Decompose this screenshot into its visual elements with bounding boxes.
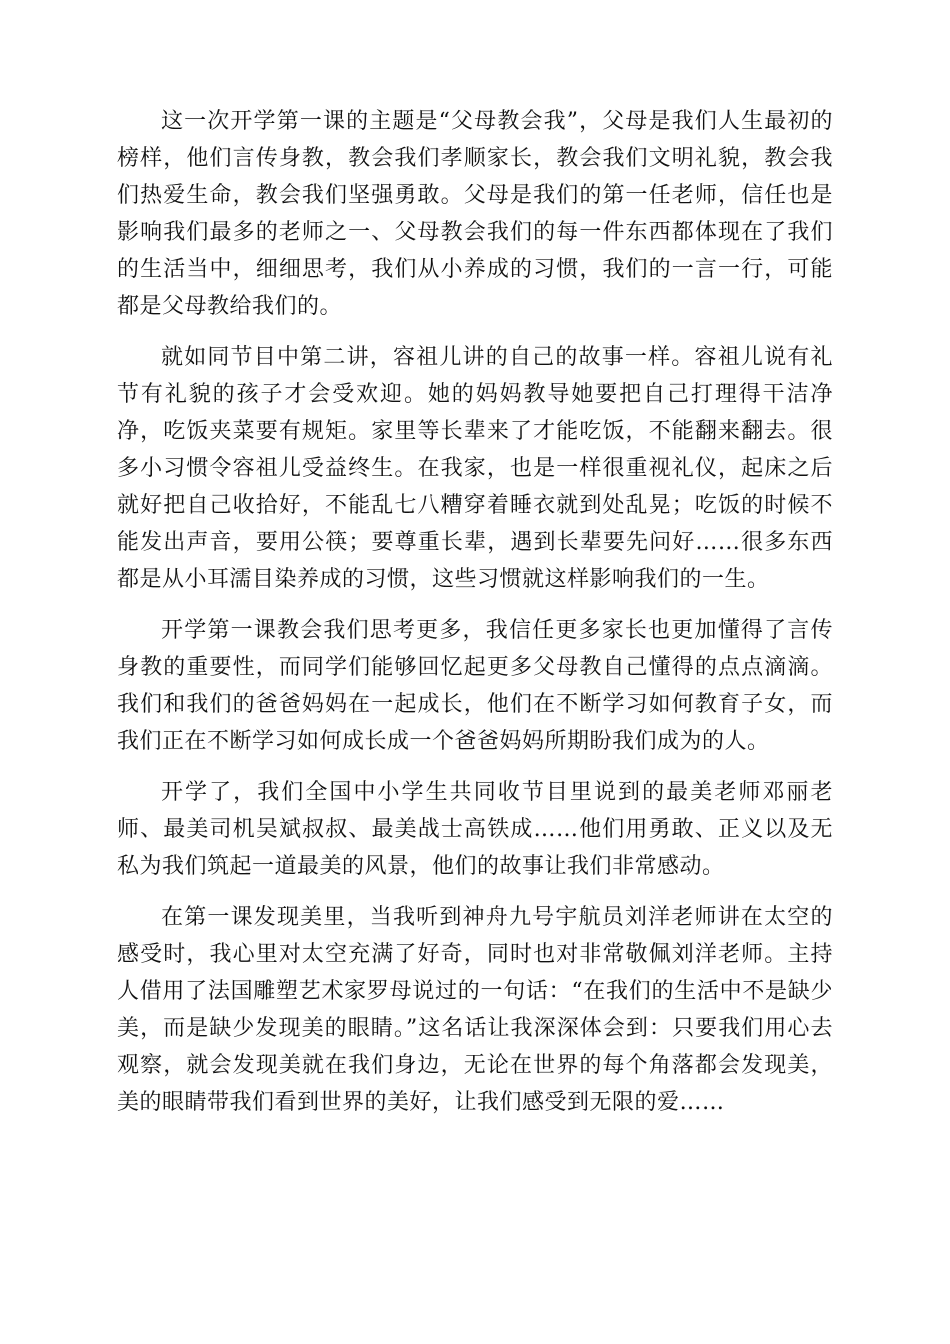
paragraph-2: 就如同节目中第二讲，容祖儿讲的自己的故事一样。容祖儿说有礼节有礼貌的孩子才会受欢迎。她的妈妈教导她要把自己打理得干洁净净，吃饭夹菜要有规矩。家里等长辈来了才能吃饭，不能翻来翻去。很多小习惯令容祖儿受益终生。在我家，也是一样很重视礼仪，起床之后就好把自己收拾好，不能乱七八糟穿着睡衣就到处乱晃；吃饭的时候不能发出声音，要用公筷；要尊重长辈，遇到长辈要先问好……很多东西都是从小耳濡目染养成的习惯，这些习惯就这样影响我们的一生。 — [117, 345, 833, 592]
paragraph-1: 这一次开学第一课的主题是“父母教会我”，父母是我们人生最初的榜样，他们言传身教，教会我们孝顺家长，教会我们文明礼貌，教会我们热爱生命，教会我们坚强勇敢。父母是我们的第一任老师，信任也是影响我们最多的老师之一、父母教会我们的每一件东西都体现在了我们的生活当中，细细思考，我们从小养成的习惯，我们的一言一行，可能都是父母教给我们的。 — [117, 109, 833, 319]
paragraph-3: 开学第一课教会我们思考更多，我信任更多家长也更加懂得了言传身教的重要性，而同学们能够回忆起更多父母教自己懂得的点点滴滴。我们和我们的爸爸妈妈在一起成长，他们在不断学习如何教育子女，而我们正在不断学习如何成长成一个爸爸妈妈所期盼我们成为的人。 — [117, 618, 833, 754]
document-body — [117, 103, 833, 1135]
paragraph-5: 在第一课发现美里，当我听到神舟九号宇航员刘洋老师讲在太空的感受时，我心里对太空充满了好奇，同时也对非常敬佩刘洋老师。主持人借用了法国雕塑艺术家罗母说过的一句话：“在我们的生活中不是缺少美，而是缺少发现美的眼睛。”这名话让我深深体会到：只要我们用心去观察，就会发现美就在我们身边，无论在世界的每个角落都会发现美，美的眼睛带我们看到世界的美好，让我们感受到无限的爱…… — [117, 905, 833, 1115]
paragraph-4: 开学了，我们全国中小学生共同收节目里说到的最美老师邓丽老师、最美司机吴斌叔叔、最美战士高铁成……他们用勇敢、正义以及无私为我们筑起一道最美的风景，他们的故事让我们非常感动。 — [117, 780, 833, 879]
